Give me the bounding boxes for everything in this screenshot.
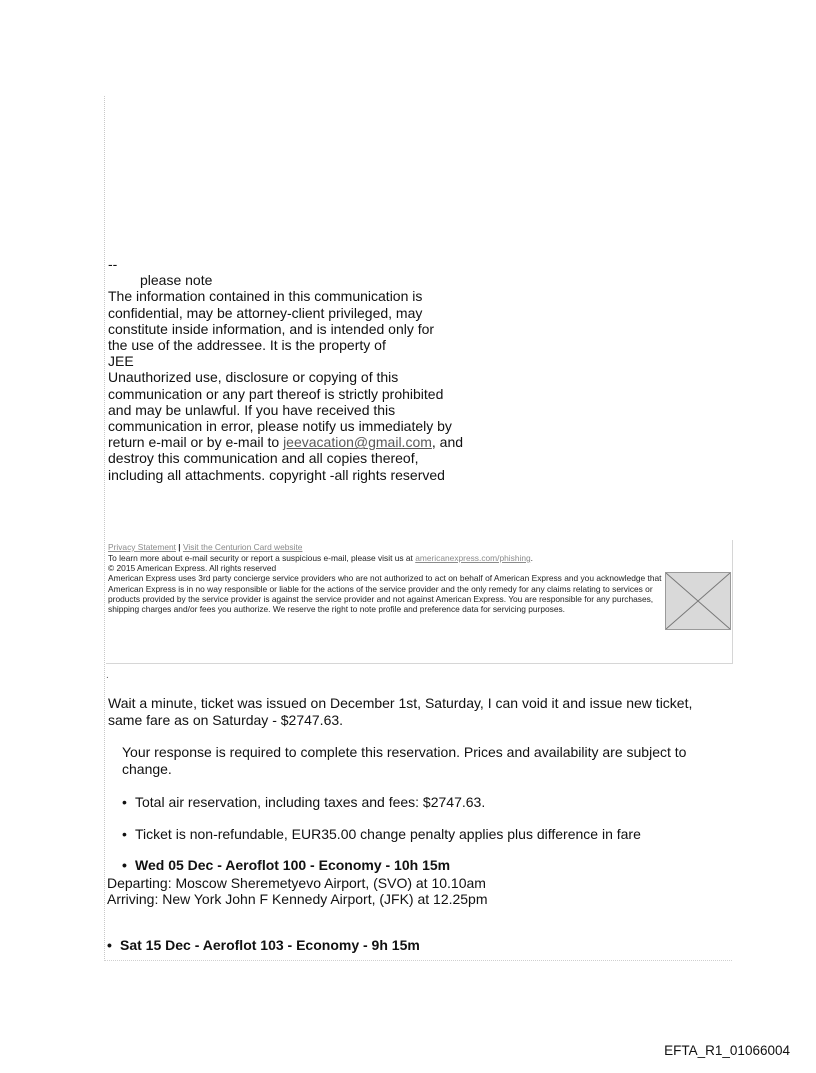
reply-message <box>108 695 708 729</box>
email-signature <box>108 256 488 483</box>
return-flight-heading <box>107 937 420 954</box>
bottom-divider <box>104 960 732 961</box>
outbound-flight-details <box>107 875 488 907</box>
disclaimer-text: American Express uses 3rd party concierge service providers who are not authorized to act on behalf of American Express and you acknowledge that American Express is in no way responsible or liable for the actions of the service provider and the only remedy for any claims relating to services or products provided by the service provider is against the service provider and not against American Express. You are responsible for any purchases, shipping charges and/or fees you authorize. We reserve the right to note profile and preference data for servicing purposes. <box>108 573 662 615</box>
bullet-mark: • <box>122 826 127 842</box>
link-separator: | <box>178 542 181 552</box>
phishing-link[interactable]: americanexpress.com/phishing <box>415 553 531 563</box>
signature-line: confidential, may be attorney-client privileged, may <box>108 304 423 321</box>
ticket-terms-text: Ticket is non-refundable, EUR35.00 change penalty applies plus difference in fare <box>135 826 641 842</box>
notice-text: Your response is required to complete this reservation. Prices and availability are subject to change. <box>122 744 687 777</box>
signature-line: Unauthorized use, disclosure or copying of this <box>108 369 399 386</box>
signature-line: including all attachments. copyright -all rights reserved <box>108 466 445 483</box>
document-id: EFTA_R1_01066004 <box>664 1043 790 1058</box>
signature-line: the use of the addressee. It is the property of <box>108 337 386 354</box>
security-notice <box>108 553 663 563</box>
amex-footer <box>106 540 733 664</box>
signature-return-line <box>108 434 488 450</box>
centurion-card-link[interactable]: Visit the Centurion Card website <box>182 542 303 552</box>
list-item-total <box>122 794 485 811</box>
outbound-heading-text: Wed 05 Dec - Aeroflot 100 - Economy - 10h 15m <box>135 857 451 873</box>
bullet-mark: • <box>122 857 127 873</box>
signature-line: and may be unlawful. If you have received this <box>108 401 396 418</box>
quote-border <box>104 96 105 961</box>
list-item-ticket-terms <box>122 826 641 843</box>
return-heading-text: Sat 15 Dec - Aeroflot 103 - Economy - 9h 15m <box>120 937 420 953</box>
total-fare-text: Total air reservation, including taxes and fees: $2747.63. <box>135 794 486 810</box>
signature-note: please note <box>140 272 213 289</box>
footer-links <box>108 542 302 552</box>
separator-dot: . <box>106 670 109 681</box>
signature-line: The information contained in this communication is <box>108 288 423 305</box>
bullet-mark: • <box>107 937 112 953</box>
bullet-mark: • <box>122 794 127 810</box>
footer-text <box>108 553 663 614</box>
return-prefix: return e-mail or by e-mail to <box>108 434 284 451</box>
signature-line: constitute inside information, and is intended only for <box>108 320 435 337</box>
reply-text: Wait a minute, ticket was issued on December 1st, Saturday, I can void it and issue new ticket, same fare as on Saturday - $2747.63. <box>108 695 693 728</box>
departing-text: Departing: Moscow Sheremetyevo Airport, (SVO) at 10.10am <box>107 875 486 891</box>
security-suffix: . <box>530 553 533 563</box>
signature-line: communication or any part thereof is strictly prohibited <box>108 385 444 402</box>
copyright-text: © 2015 American Express. All rights reserved <box>108 563 277 574</box>
signature-dashes: -- <box>108 256 118 272</box>
signature-line: destroy this communication and all copies thereof, <box>108 450 419 467</box>
security-prefix: To learn more about e-mail security or report a suspicious e-mail, please visit us at <box>108 553 416 563</box>
email-link[interactable]: jeevacation@gmail.com <box>283 434 432 451</box>
reservation-notice <box>122 744 712 778</box>
signature-line: JEE <box>108 353 134 370</box>
privacy-statement-link[interactable]: Privacy Statement <box>108 542 176 552</box>
outbound-flight-heading <box>122 857 450 874</box>
return-suffix: , and <box>431 434 464 451</box>
arriving-text: Arriving: New York John F Kennedy Airport, (JFK) at 12.25pm <box>107 891 488 907</box>
broken-image-icon <box>665 572 731 630</box>
signature-line: communication in error, please notify us immediately by <box>108 418 452 435</box>
